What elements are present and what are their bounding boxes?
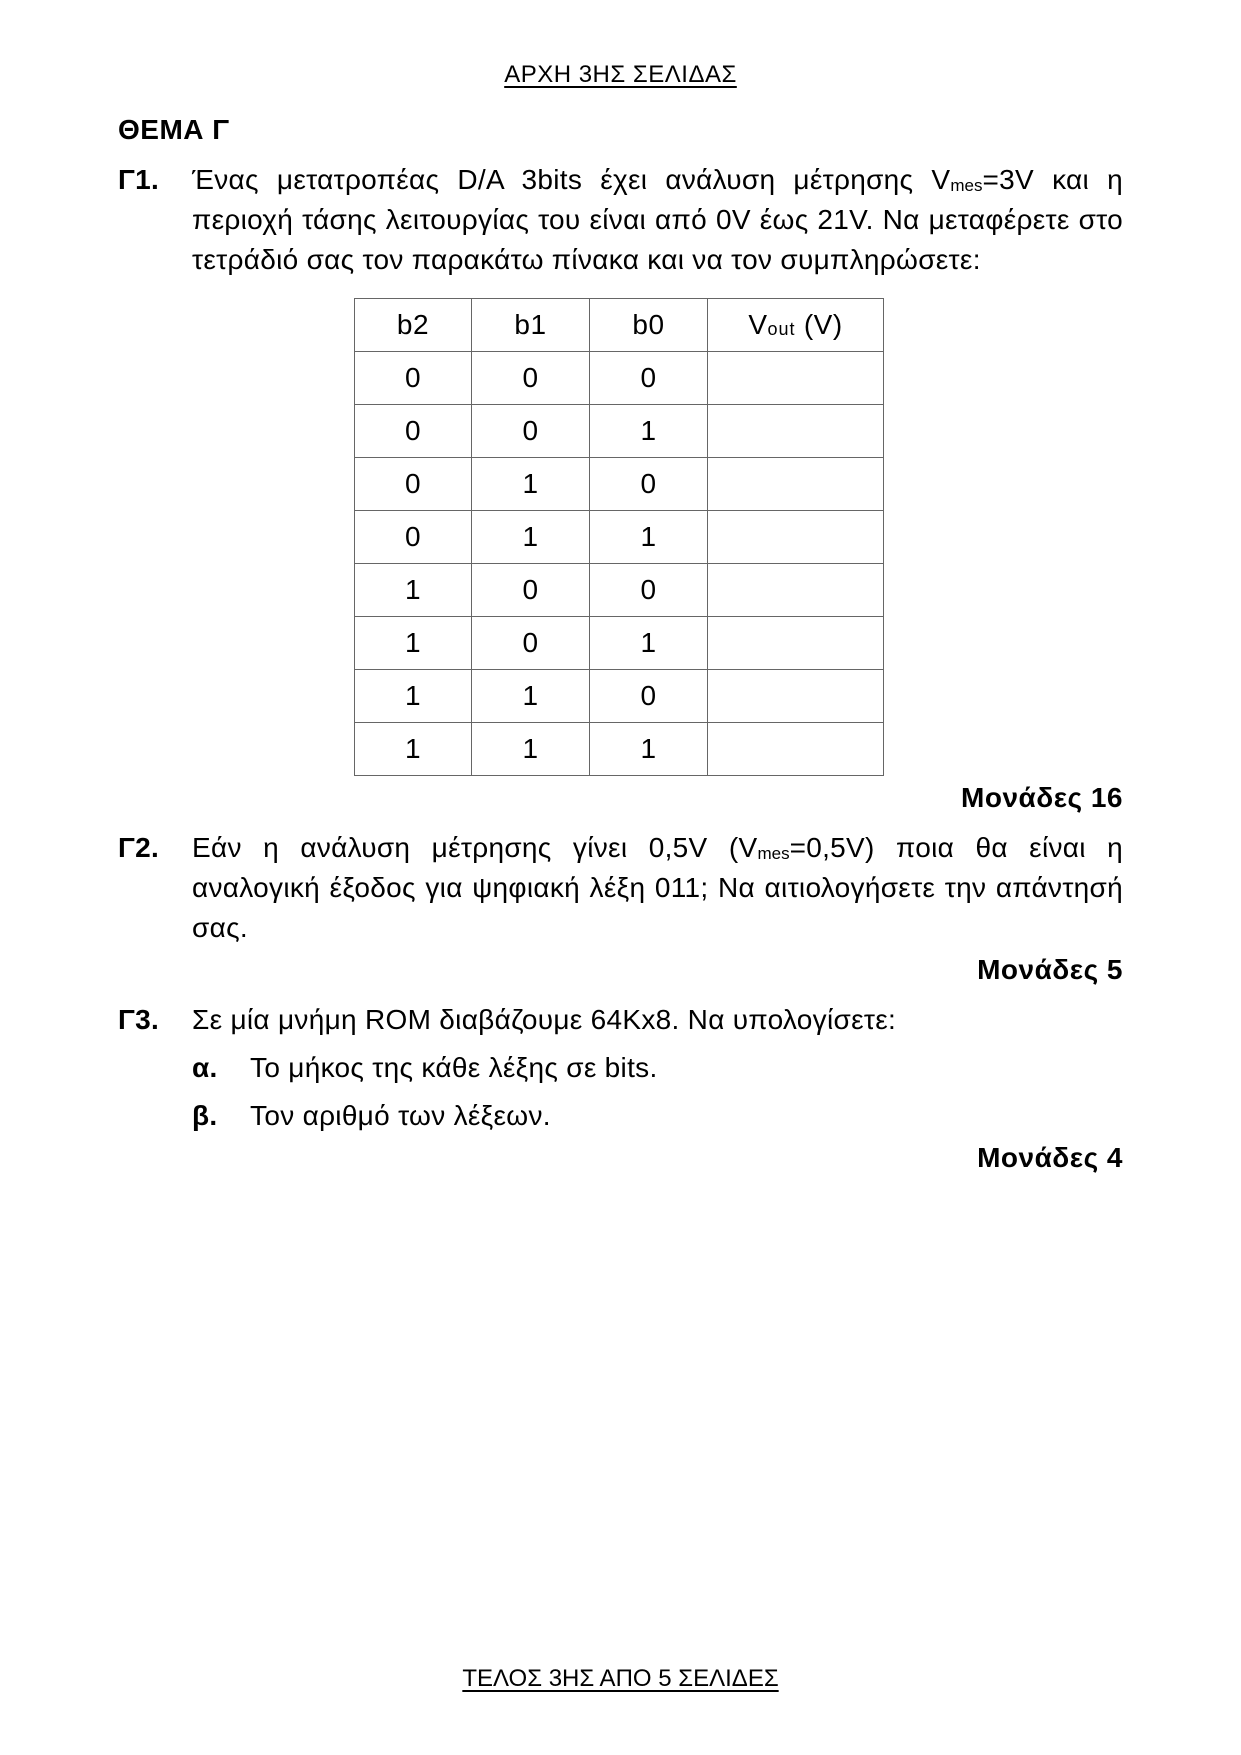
bit-cell: 0 [355, 511, 472, 564]
vout-cell [708, 352, 884, 405]
sub-item-b [192, 1096, 1123, 1136]
table-row [355, 670, 884, 723]
table-row [355, 352, 884, 405]
table-row [355, 723, 884, 776]
table-row [355, 405, 884, 458]
bit-cell: 1 [355, 670, 472, 723]
bit-cell: 1 [472, 511, 590, 564]
question-g1 [118, 160, 1123, 280]
points-g3: Μονάδες 4 [977, 1142, 1123, 1173]
bit-cell: 0 [590, 670, 708, 723]
vout-main: V [748, 309, 768, 340]
question-number: Γ3. [118, 1004, 160, 1035]
vout-cell [708, 670, 884, 723]
bit-cell: 1 [472, 458, 590, 511]
sub-item-text: Τον αριθμό των λέξεων. [250, 1100, 551, 1131]
sub-item-label: β. [192, 1100, 218, 1131]
question-text [192, 160, 1123, 280]
table-wrapper [118, 298, 1123, 776]
points-g2: Μονάδες 5 [977, 954, 1123, 985]
table-row [355, 617, 884, 670]
header-b2: b2 [355, 299, 472, 352]
bit-cell: 1 [355, 564, 472, 617]
sub-item-a [192, 1048, 1123, 1088]
subscript-mes: mes [757, 844, 790, 863]
header-vout [708, 299, 884, 352]
bit-cell: 1 [355, 617, 472, 670]
page-header-text: ΑΡΧΗ 3ΗΣ ΣΕΛΙΔΑΣ [504, 61, 737, 88]
bit-cell: 0 [355, 458, 472, 511]
question-text: Σε μία μνήμη ROM διαβάζουμε 64Kx8. Να υπολογίσετε: [192, 1004, 897, 1035]
vout-cell [708, 564, 884, 617]
bit-cell: 1 [472, 723, 590, 776]
bit-cell: 0 [472, 617, 590, 670]
sub-item-label: α. [192, 1052, 218, 1083]
bit-cell: 0 [590, 564, 708, 617]
subscript-mes: mes [950, 176, 983, 195]
table-row [355, 511, 884, 564]
sub-item-text: Το μήκος της κάθε λέξης σε bits. [250, 1052, 658, 1083]
bit-cell: 1 [590, 511, 708, 564]
bit-cell: 1 [472, 670, 590, 723]
question-text-part: =0,5V) ποια θα είναι η αναλογική έξοδος για ψηφιακή λέξη 011; Να αιτιολογήσετε την απάντησή σας. [192, 832, 1123, 943]
bit-cell: 0 [472, 564, 590, 617]
vout-cell [708, 723, 884, 776]
bit-cell: 1 [590, 723, 708, 776]
dac-table [354, 298, 884, 776]
question-text-part: =3V και η περιοχή τάσης λειτουργίας του είναι από 0V έως 21V. Να μεταφέρετε στο τετράδιό σας τον παρακάτω πίνακα και να τον συμπληρώσετε: [192, 164, 1123, 275]
bit-cell: 0 [355, 405, 472, 458]
question-g2 [118, 828, 1123, 948]
bit-cell: 0 [590, 352, 708, 405]
bit-cell: 1 [590, 617, 708, 670]
question-text-part: Ένας μετατροπέας D/A 3bits έχει ανάλυση μέτρησης V [192, 164, 951, 195]
page-header [118, 0, 1123, 90]
question-text-part: Εάν η ανάλυση μέτρησης γίνει 0,5V (V [192, 832, 758, 863]
vout-sub: out [767, 319, 796, 339]
bit-cell: 0 [590, 458, 708, 511]
header-b1: b1 [472, 299, 590, 352]
question-g3 [118, 1000, 1123, 1040]
page-footer [0, 1664, 1241, 1694]
bit-cell: 0 [472, 405, 590, 458]
vout-unit: (V) [795, 309, 843, 340]
table-row [355, 564, 884, 617]
bit-cell: 1 [590, 405, 708, 458]
page-footer-text: ΤΕΛΟΣ 3ΗΣ ΑΠΟ 5 ΣΕΛΙΔΕΣ [462, 1665, 779, 1692]
vout-cell [708, 617, 884, 670]
vout-cell [708, 405, 884, 458]
vout-cell [708, 458, 884, 511]
bit-cell: 1 [355, 723, 472, 776]
vout-cell [708, 511, 884, 564]
table-header-row [355, 299, 884, 352]
question-number: Γ1. [118, 164, 160, 195]
header-b0: b0 [590, 299, 708, 352]
section-title: ΘΕΜΑ Γ [118, 114, 230, 145]
question-number: Γ2. [118, 832, 160, 863]
question-text [192, 828, 1123, 948]
bit-cell: 0 [472, 352, 590, 405]
bit-cell: 0 [355, 352, 472, 405]
table-row [355, 458, 884, 511]
points-g1: Μονάδες 16 [961, 782, 1123, 813]
